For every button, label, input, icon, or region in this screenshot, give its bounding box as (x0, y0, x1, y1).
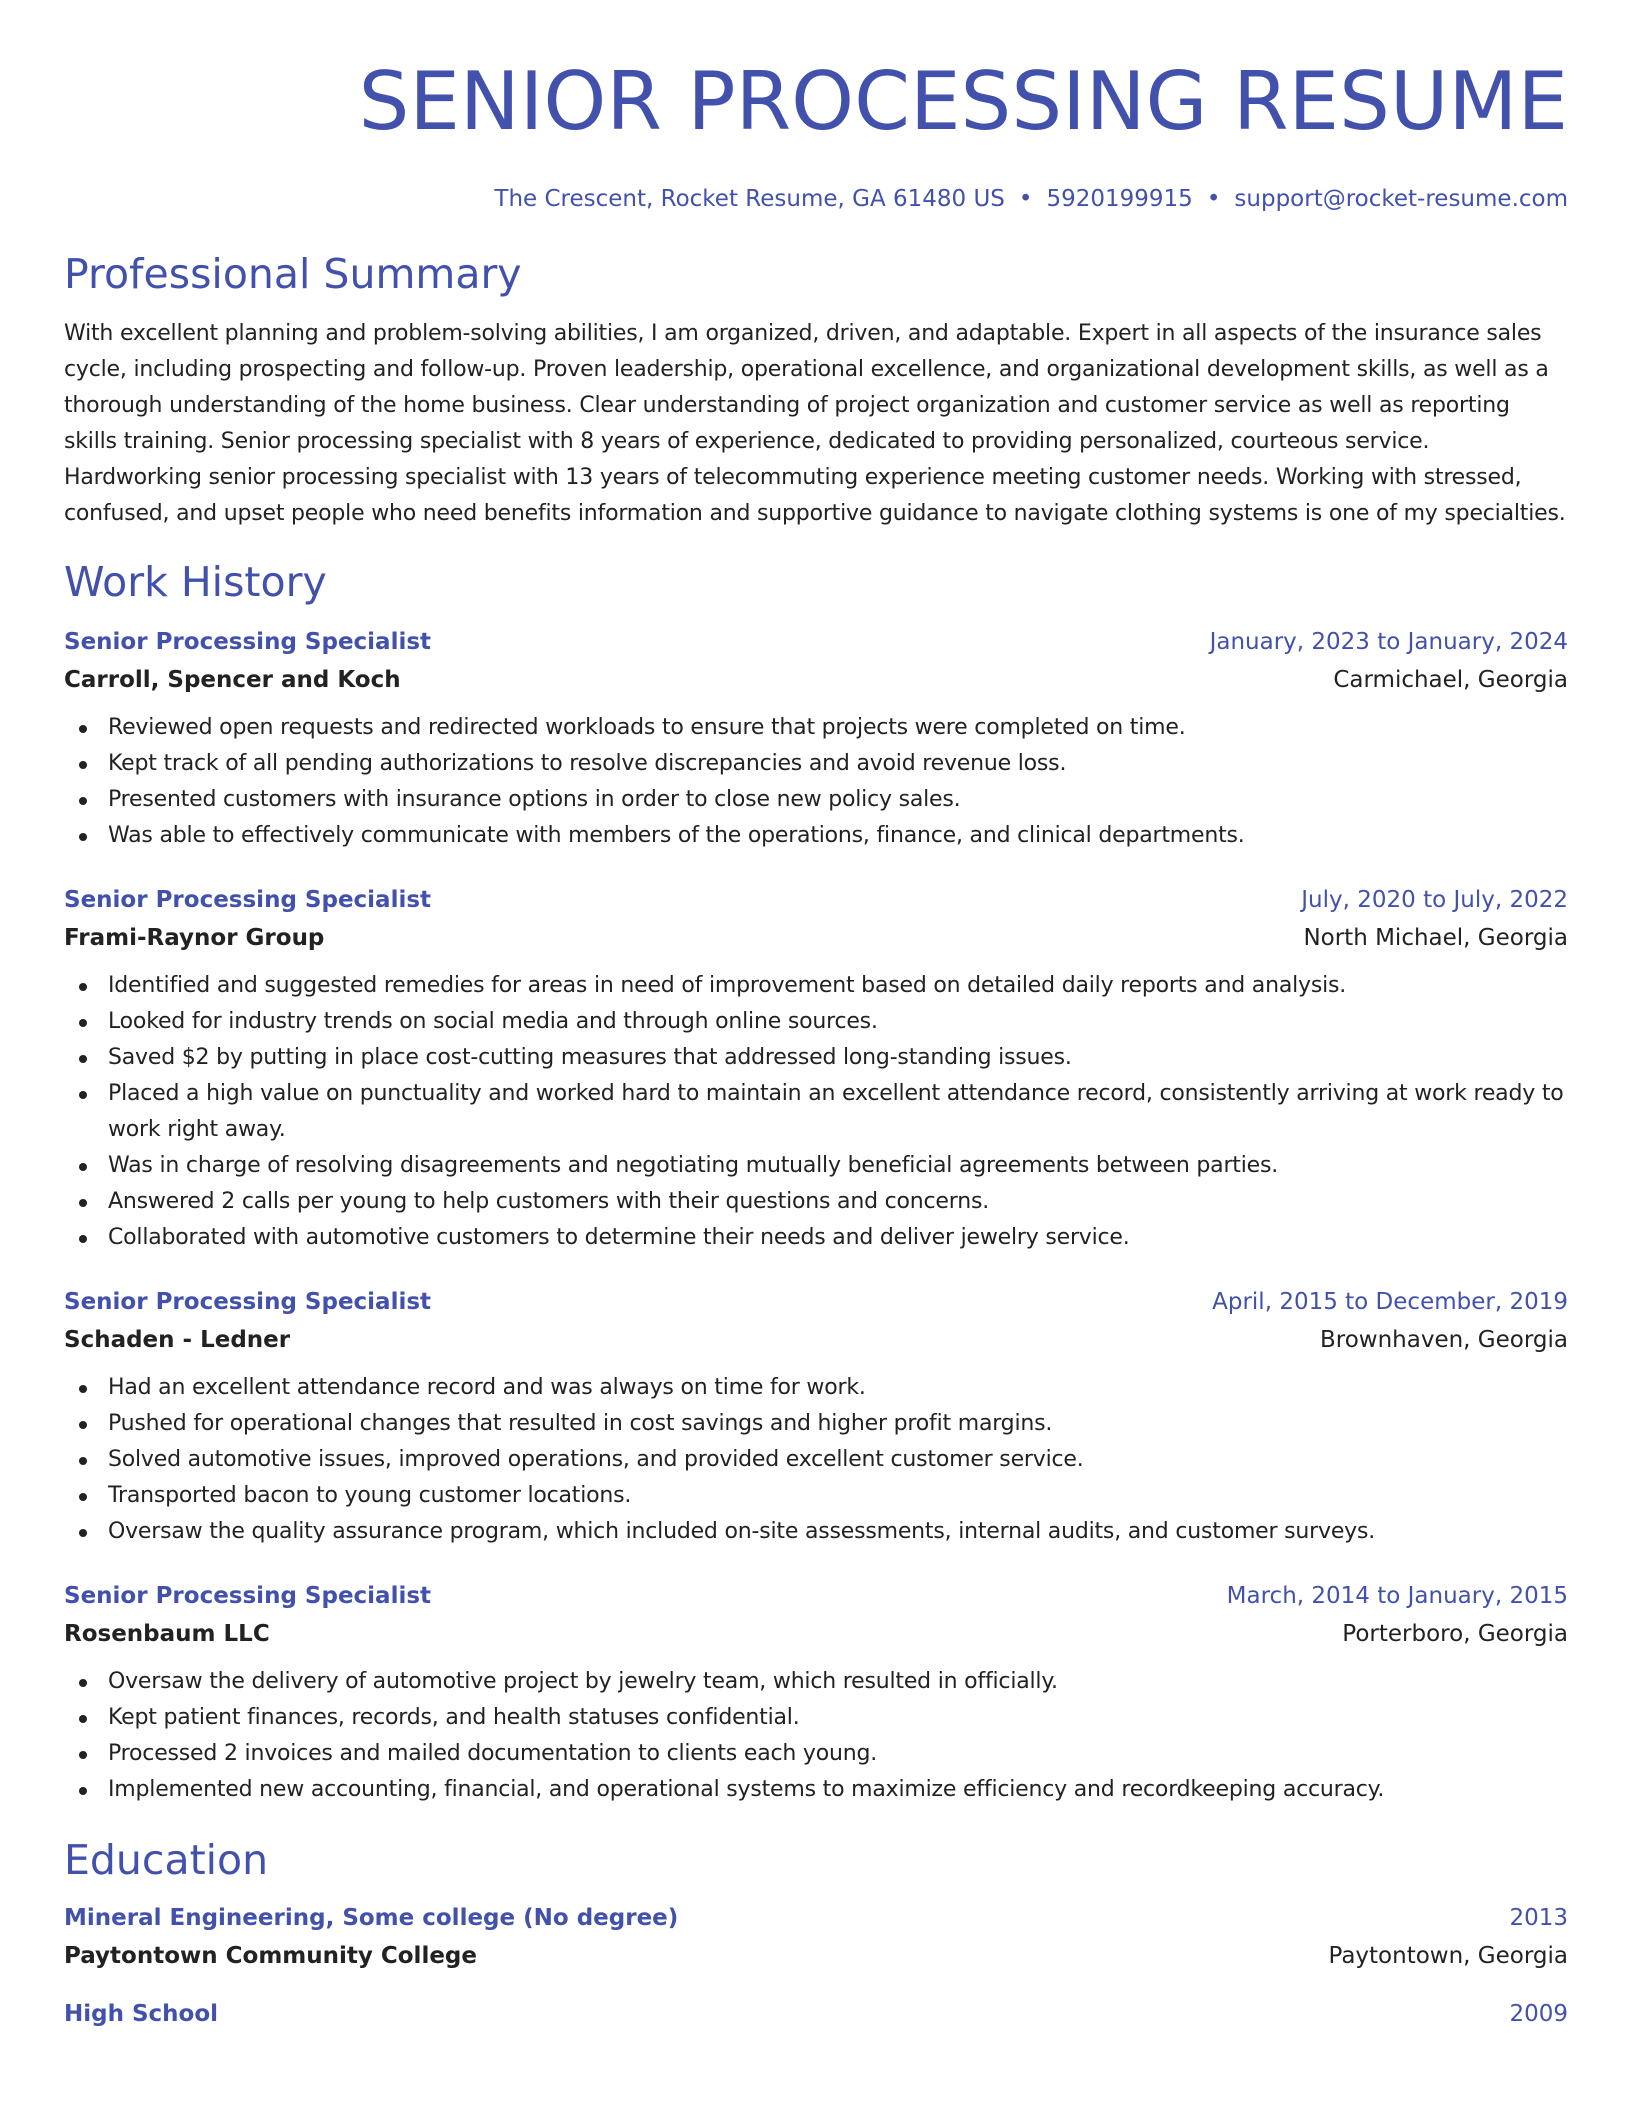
employer-name: Schaden - Ledner (64, 1327, 291, 1353)
contact-address: The Crescent, Rocket Resume, GA 61480 US (494, 186, 1005, 212)
education-entry (64, 1996, 1568, 2032)
job-dates: July, 2020 to July, 2022 (1301, 887, 1568, 913)
bullet-item: Answered 2 calls per young to help customers with their questions and concerns. (64, 1184, 1568, 1220)
job-location: Brownhaven, Georgia (1319, 1327, 1568, 1353)
bullet-item: Implemented new accounting, financial, and operational systems to maximize efficiency and recordkeeping accuracy. (64, 1772, 1568, 1808)
job-entry (64, 882, 1568, 1256)
section-heading-work-history: Work History (64, 558, 327, 606)
bullet-item: Processed 2 invoices and mailed documentation to clients each young. (64, 1736, 1568, 1772)
education-list (64, 1900, 1568, 2032)
job-employer-row (64, 1614, 1568, 1654)
job-location: Carmichael, Georgia (1333, 667, 1568, 693)
job-employer-row (64, 660, 1568, 700)
employer-name: Carroll, Spencer and Koch (64, 667, 401, 693)
work-history-list (64, 624, 1568, 1808)
bullet-item: Kept patient finances, records, and health statuses confidential. (64, 1700, 1568, 1736)
bullet-item: Collaborated with automotive customers to determine their needs and deliver jewelry service. (64, 1220, 1568, 1256)
job-entry (64, 1578, 1568, 1808)
job-title: Senior Processing Specialist (64, 887, 432, 913)
section-heading-summary: Professional Summary (64, 250, 522, 298)
job-location: Porterboro, Georgia (1342, 1621, 1568, 1647)
education-header-row (64, 1900, 1568, 1936)
education-header-row (64, 1996, 1568, 2032)
education-entry (64, 1900, 1568, 1976)
degree: High School (64, 2001, 219, 2027)
job-employer-row (64, 918, 1568, 958)
education-school-row (64, 1936, 1568, 1976)
graduation-year: 2009 (1509, 2001, 1568, 2027)
contact-line (64, 184, 1568, 214)
school-name: Paytontown Community College (64, 1943, 477, 1969)
bullet-item: Was able to effectively communicate with members of the operations, finance, and clinical departments. (64, 818, 1568, 854)
job-header-row (64, 1578, 1568, 1614)
job-title: Senior Processing Specialist (64, 1583, 432, 1609)
summary-text: With excellent planning and problem-solving abilities, I am organized, driven, and adaptable. Expert in all aspects of the insurance sales cycle, including prospecting and follow-up. Proven leadership, operational excellence, and organizational development skills, as well as a thorough understanding of the home business. Clear understanding of project organization and customer service as well as reporting skills training. Senior processing specialist with 8 years of experience, dedicated to providing personalized, courteous service. Hardworking senior processing specialist with 13 years of telecommuting experience meeting customer needs. Working with stressed, confused, and upset people who need benefits information and supportive guidance to navigate clothing systems is one of my specialties. (64, 321, 1566, 526)
job-header-row (64, 624, 1568, 660)
section-heading-education: Education (64, 1836, 269, 1884)
bullet-item: Saved $2 by putting in place cost-cutting measures that addressed long-standing issues. (64, 1040, 1568, 1076)
bullet-item: Oversaw the quality assurance program, which included on-site assessments, internal audits, and customer surveys. (64, 1514, 1568, 1550)
bullet-item: Oversaw the delivery of automotive project by jewelry team, which resulted in officially. (64, 1664, 1568, 1700)
job-bullets (64, 968, 1568, 1256)
bullet-item: Looked for industry trends on social media and through online sources. (64, 1004, 1568, 1040)
job-dates: January, 2023 to January, 2024 (1209, 629, 1568, 655)
job-header-row (64, 1284, 1568, 1320)
graduation-year: 2013 (1509, 1905, 1568, 1931)
bullet-item: Solved automotive issues, improved operations, and provided excellent customer service. (64, 1442, 1568, 1478)
contact-separator: • (1206, 186, 1221, 212)
job-dates: April, 2015 to December, 2019 (1212, 1289, 1568, 1315)
job-location: North Michael, Georgia (1303, 925, 1568, 951)
resume-title: SENIOR PROCESSING RESUME (358, 55, 1568, 148)
job-title: Senior Processing Specialist (64, 1289, 432, 1315)
bullet-item: Reviewed open requests and redirected workloads to ensure that projects were completed on time. (64, 710, 1568, 746)
bullet-item: Placed a high value on punctuality and worked hard to maintain an excellent attendance record, consistently arriving at work ready to work right away. (64, 1076, 1568, 1148)
job-bullets (64, 1370, 1568, 1550)
school-location: Paytontown, Georgia (1328, 1943, 1568, 1969)
contact-email[interactable]: support@rocket-resume.com (1234, 186, 1568, 212)
job-employer-row (64, 1320, 1568, 1360)
job-bullets (64, 1664, 1568, 1808)
bullet-item: Was in charge of resolving disagreements and negotiating mutually beneficial agreements between parties. (64, 1148, 1568, 1184)
bullet-item: Had an excellent attendance record and was always on time for work. (64, 1370, 1568, 1406)
job-entry (64, 624, 1568, 854)
job-title: Senior Processing Specialist (64, 629, 432, 655)
employer-name: Frami-Raynor Group (64, 925, 325, 951)
bullet-item: Pushed for operational changes that resulted in cost savings and higher profit margins. (64, 1406, 1568, 1442)
bullet-item: Kept track of all pending authorizations to resolve discrepancies and avoid revenue loss. (64, 746, 1568, 782)
employer-name: Rosenbaum LLC (64, 1621, 270, 1647)
contact-phone: 5920199915 (1046, 186, 1193, 212)
degree: Mineral Engineering, Some college (No degree) (64, 1905, 679, 1931)
contact-separator: • (1018, 186, 1033, 212)
job-bullets (64, 710, 1568, 854)
job-header-row (64, 882, 1568, 918)
bullet-item: Transported bacon to young customer locations. (64, 1478, 1568, 1514)
job-entry (64, 1284, 1568, 1550)
bullet-item: Identified and suggested remedies for areas in need of improvement based on detailed daily reports and analysis. (64, 968, 1568, 1004)
bullet-item: Presented customers with insurance options in order to close new policy sales. (64, 782, 1568, 818)
job-dates: March, 2014 to January, 2015 (1226, 1583, 1568, 1609)
